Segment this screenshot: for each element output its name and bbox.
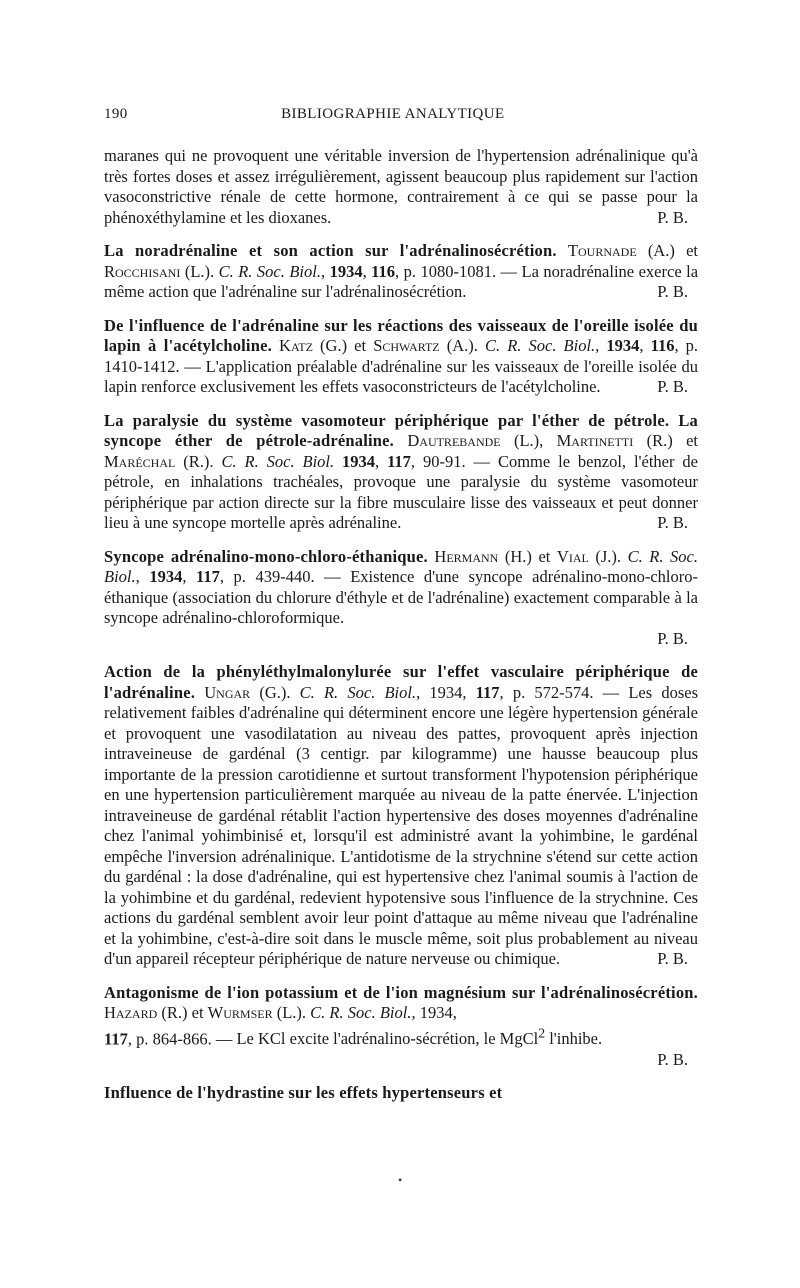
bibliography-entry bbox=[104, 316, 698, 398]
author-initials: (H.) et bbox=[498, 546, 557, 566]
bibliography-entry bbox=[104, 662, 698, 970]
citation-separator bbox=[334, 452, 342, 471]
citation-volume: 117 bbox=[387, 451, 411, 471]
citation-separator: , bbox=[416, 682, 430, 702]
author-name: Rocchisani bbox=[104, 261, 181, 281]
entry-abstract: La noradrénaline exerce la même action que l'adrénaline sur l'adrénalinosécrétion. bbox=[104, 261, 699, 301]
signature: P. B. bbox=[657, 513, 688, 532]
author-initials: (L.). bbox=[180, 261, 219, 281]
author-initials: (L.). bbox=[272, 1003, 311, 1022]
citation-pages: , p. 864-866. — bbox=[127, 1029, 237, 1048]
author-name: Martinetti bbox=[556, 431, 634, 450]
author-name: Dautrebande bbox=[407, 431, 501, 450]
author-name: Maréchal bbox=[104, 451, 176, 471]
entry-abstract: L'application préalable d'adrénaline sur les vaisseaux de l'oreille isolée du lapin renforce exclusivement les effets vasoconstricteurs de l'acétylcholine. bbox=[104, 356, 698, 396]
entry-title: La paralysie du système vasomoteur périphérique par l'éther de pétrole. La syncope éther de pétrole-adrénaline. bbox=[104, 410, 698, 450]
citation-volume: 117 bbox=[196, 567, 220, 586]
author-name: Wurmser bbox=[207, 1003, 273, 1022]
entry-title: Influence de l'hydrastine sur les effets hypertenseurs et bbox=[104, 1083, 503, 1102]
citation-separator: , bbox=[182, 567, 196, 586]
bibliography-entry bbox=[104, 241, 698, 303]
author-initials: (A.) et bbox=[636, 241, 698, 260]
superscript-index: 2 bbox=[538, 1025, 546, 1041]
citation-pages: , 90-91. — bbox=[410, 451, 498, 471]
print-mark: • bbox=[398, 1173, 403, 1187]
citation-separator: , bbox=[375, 451, 388, 471]
bibliography-entry bbox=[104, 983, 698, 1071]
signature: P. B. bbox=[657, 949, 688, 968]
entry-abstract: Les doses relativement faibles d'adrénaline qui déterminent encore une légère hypertension générale et provoquent une vasodilatation au niveau des pattes, provoquent après injection intraveineuse de gardénal (3 centigr. par kilogramme) une hausse beaucoup plus importante de la pression carotidienne et surtout transforment l'hypotension périphérique en une hypertension particulièrement marquée au niveau de la patte énervée. L'injection intraveineuse de gardénal rétablit l'action hypertensive des doses moyennes d'adrénaline chez l'animal yohimbinisé et, lorsqu'il est administré avant la yohimbine, le gardénal empêche l'inversion adrénalinique. L'antidotisme de la strychnine s'étend sur cette action du gardénal : la dose d'adrénaline, qui est hypertensive chez l'animal soumis à l'action de la yohimbine et du gardénal, redevient hypotensive sous l'influence de la strychnine. Ces actions du gardénal semblent avoir leur point d'attaque au même niveau que l'adrénaline et la yohimbine, c'est-à-dire soit dans le muscle même, soit plus probablement au niveau d'un appareil récepteur périphérique de nature nerveuse ou chimique. bbox=[104, 682, 698, 968]
entry-abstract: Existence d'une syncope adrénalino-mono-chloro-éthanique (association du chlorure d'éthyle et de l'adrénaline) exactement comparable à la syncope adrénalino-chloroformique. bbox=[104, 567, 699, 627]
citation-separator: , bbox=[362, 261, 372, 281]
citation-volume: 117 bbox=[104, 1029, 128, 1048]
entry-title: Action de la phényléthylmalonylurée sur l'effet vasculaire périphérique de l'adrénaline. bbox=[104, 662, 698, 702]
author-initials: (R.) et bbox=[157, 1003, 208, 1022]
citation-year: 1934 bbox=[429, 682, 463, 702]
author-initials: (G.). bbox=[250, 682, 300, 702]
journal-name: C. R. Soc. Biol. bbox=[218, 261, 321, 281]
citation-volume: 116 bbox=[650, 336, 675, 355]
citation-separator: , bbox=[452, 1003, 457, 1022]
bibliography-entry bbox=[104, 411, 698, 534]
citation-separator: , bbox=[639, 336, 651, 355]
signature: P. B. bbox=[657, 207, 688, 227]
signature: P. B. bbox=[657, 628, 688, 648]
citation-separator: , bbox=[462, 682, 476, 702]
running-title: BIBLIOGRAPHIE ANALYTIQUE bbox=[281, 106, 505, 122]
author-name: Katz bbox=[279, 336, 313, 355]
running-header bbox=[104, 106, 698, 128]
continuation-paragraph bbox=[104, 146, 698, 228]
citation-year: 1934 bbox=[329, 261, 363, 281]
citation-separator: , bbox=[320, 261, 330, 281]
citation-pages: , p. 439-440. — bbox=[219, 567, 351, 586]
abstract-text: Le KCl excite l'adrénalino-sécrétion, le MgCl bbox=[236, 1029, 539, 1048]
author-initials: (J.). bbox=[588, 546, 628, 566]
entry-title: La noradrénaline et son action sur l'adrénalinosécrétion. bbox=[104, 241, 557, 260]
citation-year: 1934 bbox=[149, 567, 183, 586]
signature: P. B. bbox=[657, 282, 688, 301]
citation-separator: , bbox=[595, 336, 607, 355]
page-number: 190 bbox=[104, 106, 128, 122]
entry-title: Antagonisme de l'ion potassium et de l'ion magnésium sur l'adrénalinosécrétion. bbox=[104, 982, 698, 1002]
bibliography-entry bbox=[104, 547, 698, 650]
entry-title: De l'influence de l'adrénaline sur les réactions des vaisseaux de l'oreille isolée du lapin à l'acétylcholine. bbox=[104, 315, 698, 355]
author-name: Hazard bbox=[104, 1003, 158, 1022]
author-name: Schwartz bbox=[373, 336, 440, 355]
author-initials: (L.), bbox=[500, 431, 557, 450]
citation-separator: , bbox=[411, 1003, 420, 1022]
citation-volume: 117 bbox=[475, 682, 500, 702]
citation-year: 1934 bbox=[419, 1003, 453, 1022]
journal-name: C. R. Soc. Biol. bbox=[104, 546, 698, 586]
journal-name: C. R. Soc. Biol. bbox=[221, 451, 335, 471]
entry-abstract bbox=[236, 1025, 603, 1048]
citation-pages: , p. 1080-1081. — bbox=[395, 261, 522, 281]
journal-name: C. R. Soc. Biol. bbox=[299, 682, 417, 702]
bibliography-body bbox=[104, 146, 698, 1104]
document-page bbox=[104, 106, 698, 1117]
author-initials: (A.). bbox=[439, 336, 485, 355]
citation-pages: , p. 572-574. — bbox=[499, 682, 629, 702]
bibliography-entry-partial bbox=[104, 1083, 698, 1104]
author-name: Hermann bbox=[434, 546, 499, 566]
abstract-text: l'inhibe. bbox=[545, 1029, 603, 1048]
signature: P. B. bbox=[657, 1049, 688, 1069]
journal-name: C. R. Soc. Biol. bbox=[484, 336, 596, 355]
citation-pages: , p. 1410-1412. — bbox=[104, 336, 699, 376]
continuation-text: maranes qui ne provoquent une véritable inversion de l'hypertension adrénalinique qu'à très fortes doses et assez irrégulièrement, agissent beaucoup plus rapidement sur l'action vasoconstrictive rénale de cette hormone, contrairement à ce qui se passe pour la phénoxéthylamine et les dioxanes. bbox=[104, 146, 698, 227]
citation-volume: 116 bbox=[371, 261, 396, 281]
citation-year: 1934 bbox=[342, 451, 376, 471]
journal-name: C. R. Soc. Biol. bbox=[310, 1003, 412, 1022]
entry-title: Syncope adrénalino-mono-chloro-éthanique. bbox=[104, 546, 428, 566]
author-initials: (R.) et bbox=[633, 431, 698, 450]
author-initials: (R.). bbox=[175, 451, 222, 471]
signature: P. B. bbox=[657, 377, 688, 396]
entry-abstract: Comme le benzol, l'éther de pétrole, en inhalations trachéales, provoque une paralysie du système vasomoteur périphérique par action directe sur la fibre musculaire lisse des vaisseaux et peut donner lieu à une syncope mortelle après adrénaline. bbox=[104, 451, 698, 532]
citation-year: 1934 bbox=[606, 336, 640, 355]
citation-separator: , bbox=[135, 567, 150, 586]
author-name: Tournade bbox=[567, 241, 637, 260]
author-initials: (G.) et bbox=[312, 336, 374, 355]
author-name: Ungar bbox=[204, 682, 251, 702]
author-name: Vial bbox=[556, 546, 589, 566]
